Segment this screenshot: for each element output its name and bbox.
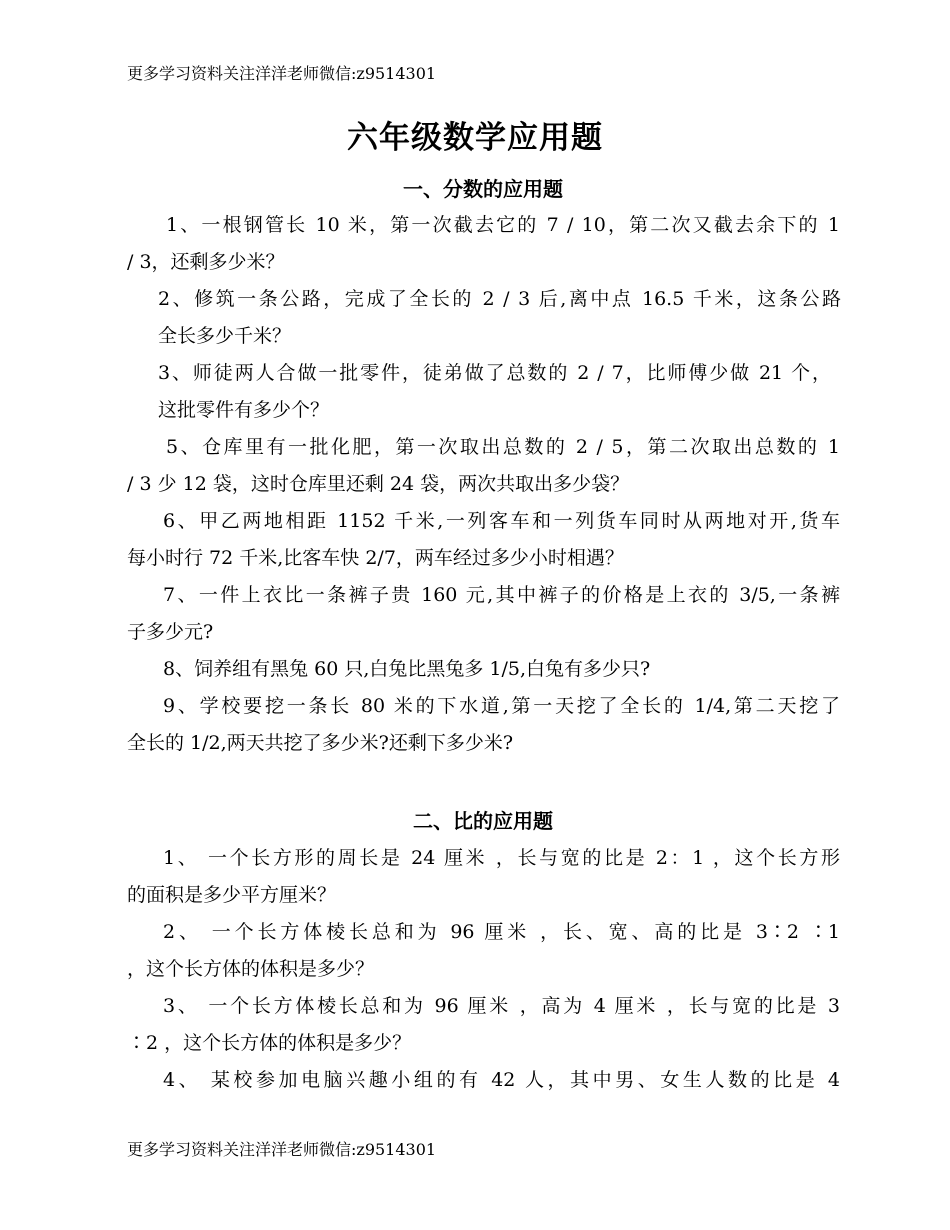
problem-line: ∶2 ，这个长方体的体积是多少？	[127, 1032, 412, 1054]
section-heading-ratios: 二、比的应用题	[413, 809, 553, 833]
page-footer-note: 更多学习资料关注洋洋老师微信:z9514301	[127, 1140, 437, 1159]
problem-line: ，这个长方体的体积是多少？	[127, 958, 375, 980]
problem-line: 全长的 1/2,两天共挖了多少米?还剩下多少米?	[127, 732, 514, 754]
problem-line: 8、饲养组有黑兔 60 只,白兔比黑兔多 1/5,白兔有多少只?	[163, 658, 651, 680]
problem-line: 这批零件有多少个？	[158, 399, 330, 421]
problem-line: 9、学校要挖一条长 80 米的下水道,第一天挖了全长的 1/4,第二天挖了	[163, 695, 840, 717]
problem-line: 7、一件上衣比一条裤子贵 160 元,其中裤子的价格是上衣的 3/5,一条裤	[163, 584, 840, 606]
problem-line: 2、修筑一条公路，完成了全长的 2 / 3 后,离中点 16.5 千米，这条公路	[158, 288, 841, 310]
problem-line: 子多少元?	[127, 621, 214, 643]
problem-line: 3、 一个长方体棱长总和为 96 厘米 ，高为 4 厘米 ，长与宽的比是 3	[163, 995, 840, 1017]
problem-line: / 3 少 12 袋，这时仓库里还剩 24 袋，两次共取出多少袋？	[127, 473, 630, 495]
problem-line: 2、 一个长方体棱长总和为 96 厘米 ，长、宽、高的比是 3∶2 ∶1	[163, 921, 840, 943]
problem-line: 3、师徒两人合做一批零件，徒弟做了总数的 2 / 7，比师傅少做 21 个，	[158, 362, 831, 384]
problem-line: 每小时行 72 千米,比客车快 2/7，两车经过多少小时相遇？	[127, 547, 624, 569]
problem-line: 1、 一个长方形的周长是 24 厘米 ，长与宽的比是 2：1 ，这个长方形	[163, 847, 840, 869]
problem-line: 的面积是多少平方厘米？	[127, 884, 337, 906]
page-header-note: 更多学习资料关注洋洋老师微信:z9514301	[127, 64, 437, 83]
problem-line: 5、仓库里有一批化肥，第一次取出总数的 2 / 5，第二次取出总数的 1	[166, 436, 840, 458]
problem-line: 6、甲乙两地相距 1152 千米,一列客车和一列货车同时从两地对开,货车	[163, 510, 840, 532]
problem-line: 4、 某校参加电脑兴趣小组的有 42 人，其中男、女生人数的比是 4	[163, 1069, 840, 1091]
section-heading-fractions: 一、分数的应用题	[403, 177, 563, 201]
document-title: 六年级数学应用题	[347, 120, 603, 156]
problem-line: 1、一根钢管长 10 米，第一次截去它的 7 / 10，第二次又截去余下的 1	[166, 214, 840, 236]
problem-line: / 3，还剩多少米？	[127, 251, 285, 273]
problem-line: 全长多少千米？	[158, 325, 292, 347]
